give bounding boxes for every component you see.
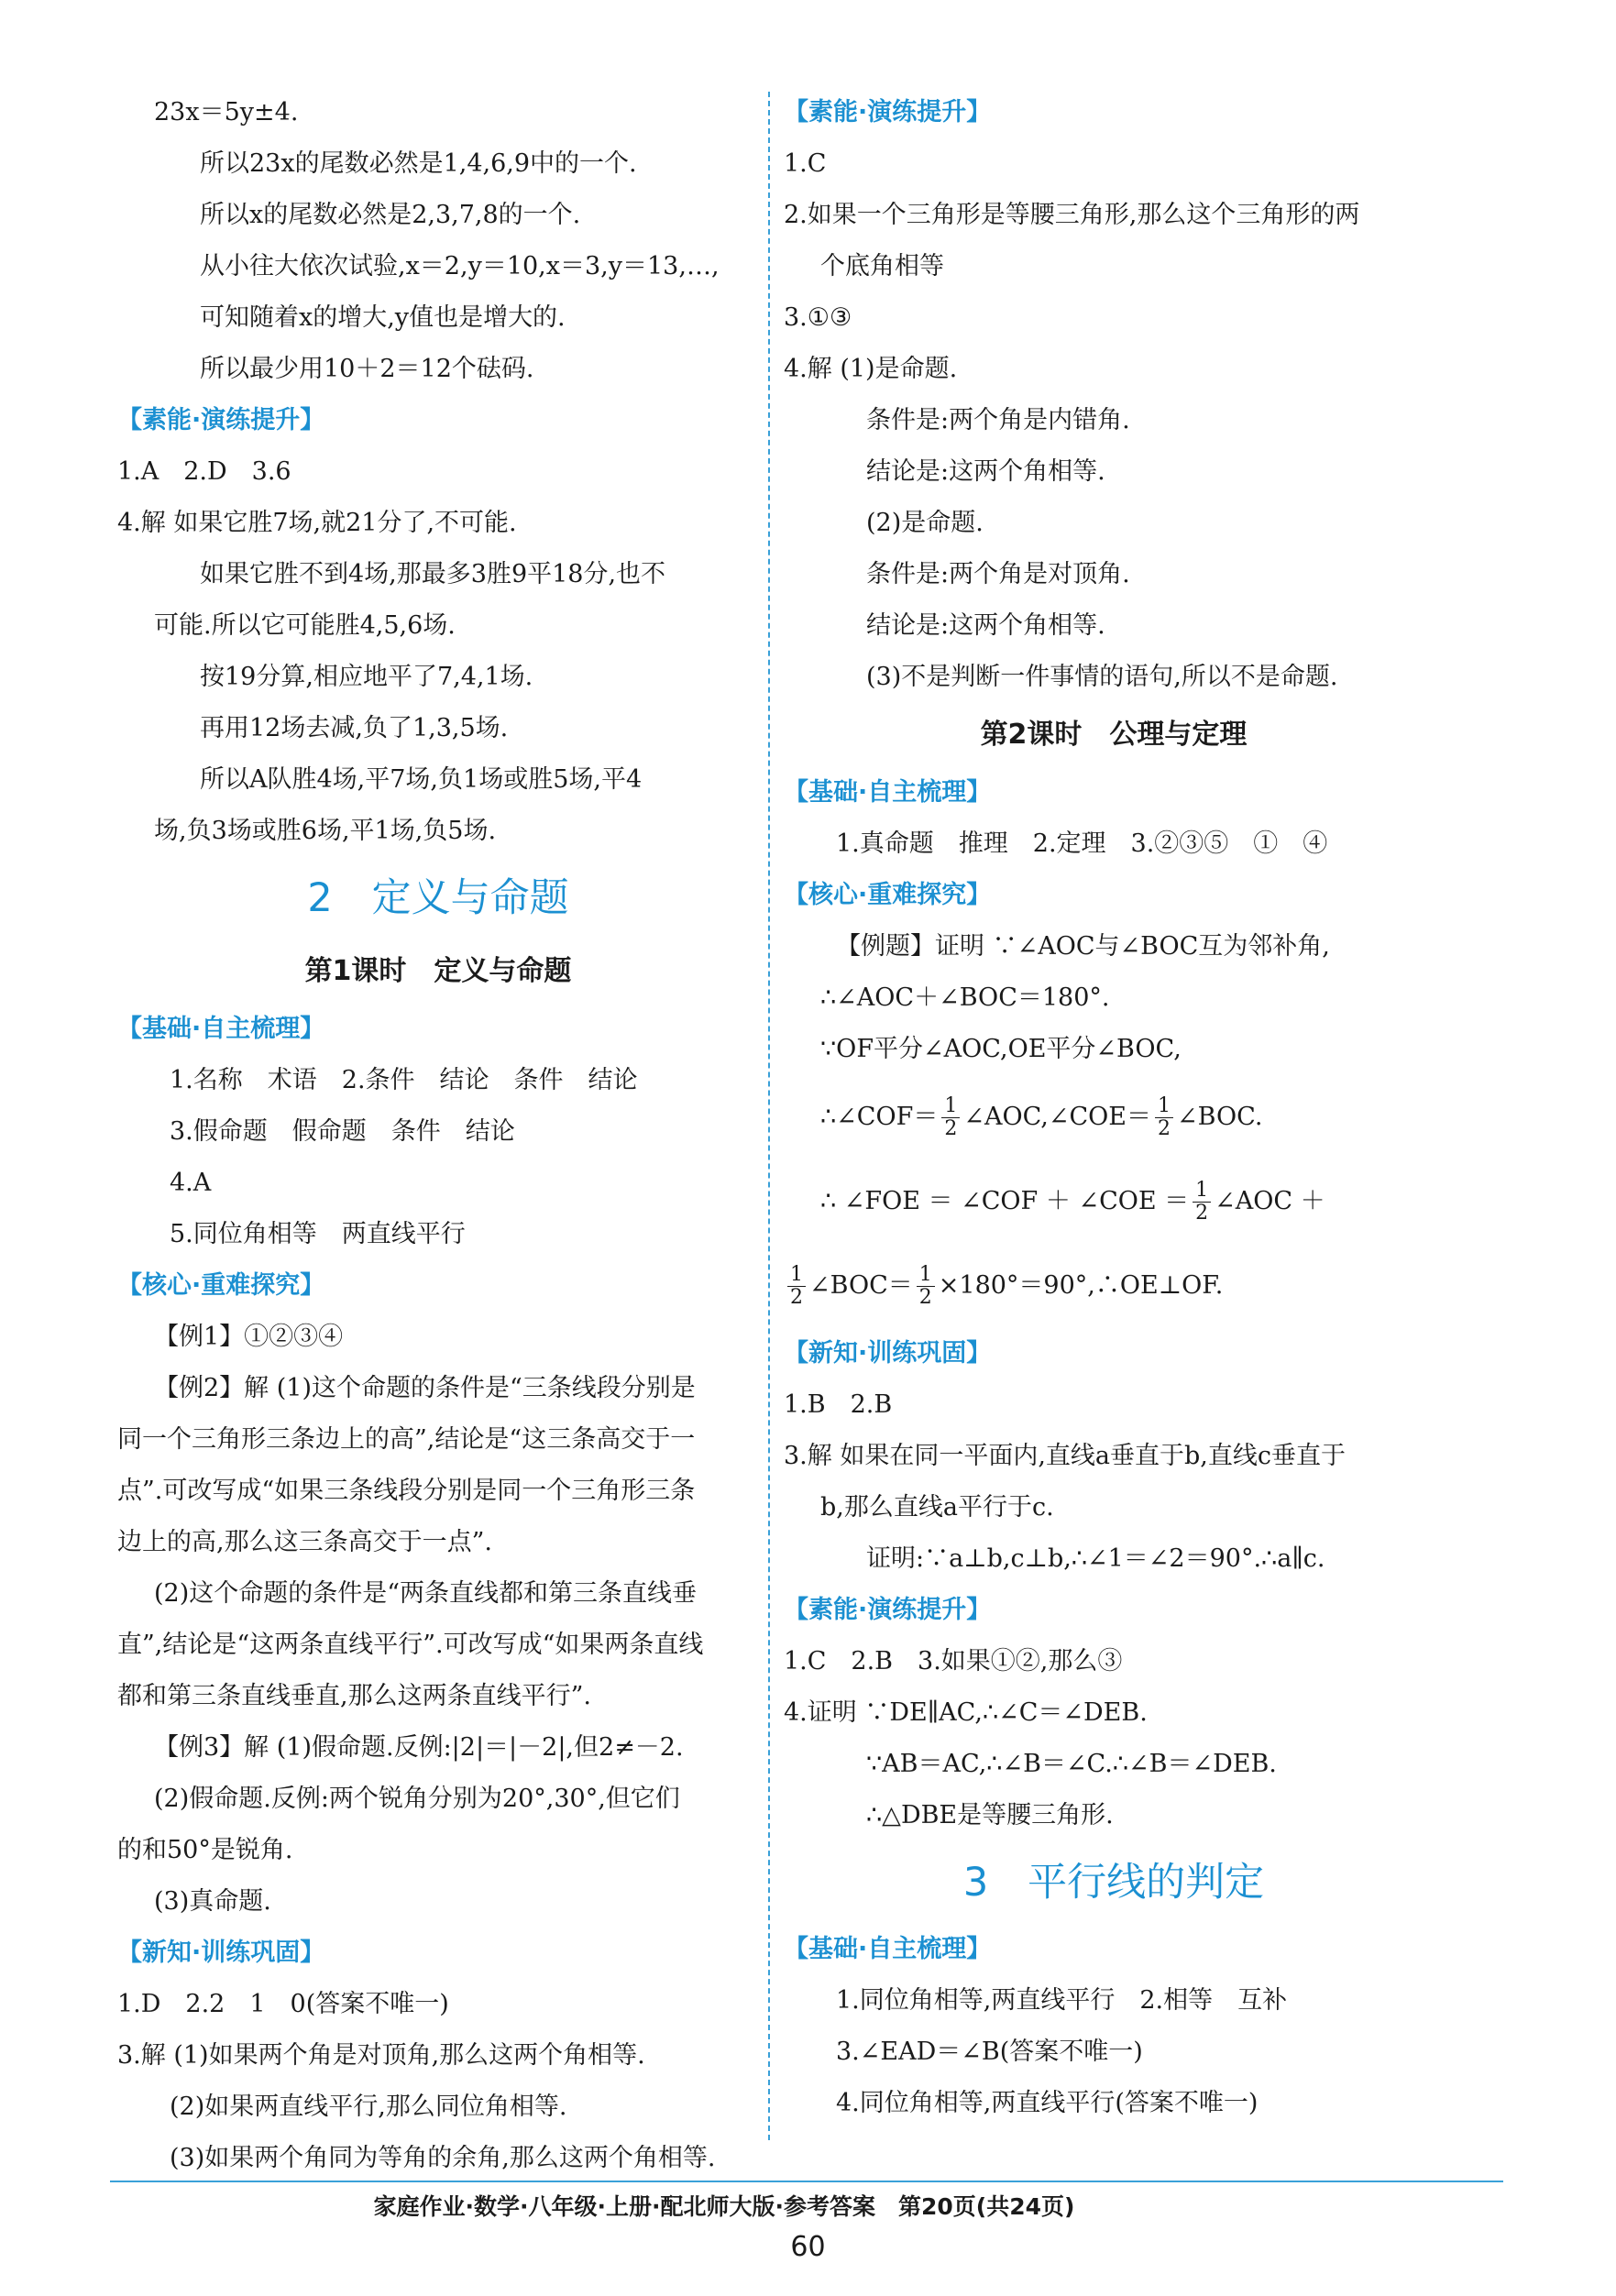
text-line: 2.如果一个三角形是等腰三角形,那么这个三角形的两 [784,201,1360,229]
text-line: 所以A队胜4场,平7场,负1场或胜5场,平4 [200,765,643,794]
text-line: (2)如果两直线平行,那么同位角相等. [170,2093,567,2121]
text-line: 边上的高,那么这三条高交于一点”. [117,1528,492,1556]
fraction-numerator: 1 [917,1264,935,1287]
fraction [1155,1095,1173,1140]
text-line: 1.A 2.D 3.6 [117,457,291,486]
text-line: 从小往大依次试验,x＝2,y＝10,x＝3,y＝13,…, [200,252,720,280]
left-column [117,87,759,2184]
fraction-numerator: 1 [1193,1180,1211,1203]
text-line: 再用12场去减,负了1,3,5场. [200,714,509,742]
text-line: 1.C [784,149,827,178]
section-heading: 【新知·训练巩固】 [117,1939,325,1967]
text-line: 3.解 如果在同一平面内,直线a垂直于b,直线c垂直于 [784,1442,1347,1470]
fraction [917,1264,935,1309]
text-line: 所以23x的尾数必然是1,4,6,9中的一个. [200,149,637,178]
formula-text: ∠BOC. [1177,1103,1263,1131]
column-divider [768,92,770,2140]
text-line: 条件是:两个角是对顶角. [866,560,1130,588]
fraction [941,1095,960,1140]
text-line: 3.假命题 假命题 条件 结论 [170,1117,515,1146]
fraction-numerator: 1 [1155,1095,1173,1118]
formula-text: ∴ ∠FOE ＝ ∠COF ＋ ∠COE ＝ [820,1187,1190,1215]
fraction-numerator: 1 [941,1095,960,1118]
text-line: ∵OF平分∠AOC,OE平分∠BOC, [820,1035,1182,1063]
chapter-title: 3 平行线的判定 [962,1860,1265,1906]
formula-line [784,1244,1444,1328]
text-line: 条件是:两个角是内错角. [866,406,1130,434]
fraction-numerator: 1 [787,1264,806,1287]
text-line: (3)如果两个角同为等角的余角,那么这两个角相等. [170,2144,716,2172]
text-line: 【例题】证明 ∵∠AOC与∠BOC互为邻补角, [836,932,1330,961]
section-heading: 【素能·演练提升】 [784,1596,992,1624]
fraction [1193,1180,1211,1225]
text-line: 1.同位角相等,两直线平行 2.相等 互补 [836,1986,1288,2015]
text-line: ∴△DBE是等腰三角形. [866,1801,1114,1829]
text-line: 按19分算,相应地平了7,4,1场. [200,663,533,691]
text-line: 23x＝5y±4. [154,98,299,126]
footer-rule [110,2181,1503,2182]
text-line: 点”.可改写成“如果三条线段分别是同一个三角形三条 [117,1477,696,1505]
text-line: 都和第三条直线垂直,那么这两条直线平行”. [117,1682,591,1710]
text-line: 可能.所以它可能胜4,5,6场. [154,611,456,640]
fraction-denominator: 2 [918,1286,932,1309]
formula-text: ∠AOC ＋ [1215,1187,1325,1215]
text-line: (2)这个命题的条件是“两条直线都和第三条直线垂 [154,1579,698,1608]
section-heading: 【基础·自主梳理】 [784,1935,992,1963]
section-heading: 【核心·重难探究】 [117,1271,325,1300]
text-line: 4.证明 ∵DE∥AC,∴∠C＝∠DEB. [784,1698,1148,1727]
text-line: 【例3】解 (1)假命题.反例:|2|＝|－2|,但2≠－2. [154,1733,684,1762]
text-line: b,那么直线a平行于c. [820,1493,1054,1522]
text-line: 所以x的尾数必然是2,3,7,8的一个. [200,201,581,229]
fraction-denominator: 2 [944,1117,958,1140]
formula-line [784,1075,1444,1159]
fraction [787,1264,806,1309]
fraction-denominator: 2 [1195,1202,1209,1225]
fraction-denominator: 2 [1158,1117,1171,1140]
text-line: 【例1】①②③④ [154,1323,344,1351]
text-line: 可知随着x的增大,y值也是增大的. [200,303,566,332]
footer-caption: 家庭作业·数学·八年级·上册·配北师大版·参考答案 第20页(共24页) [373,2193,1075,2220]
formula-text: ∴∠COF＝ [820,1103,939,1131]
formula-text: ∠AOC,∠COE＝ [963,1103,1152,1131]
text-line: 同一个三角形三条边上的高”,结论是“这三条高交于一 [117,1425,696,1454]
text-line: 1.C 2.B 3.如果①②,那么③ [784,1647,1123,1675]
text-line: 3.解 (1)如果两个角是对顶角,那么这两个角相等. [117,2041,645,2070]
formula-line [784,1159,1444,1244]
section-heading: 【基础·自主梳理】 [117,1015,325,1043]
section-heading: 【基础·自主梳理】 [784,778,992,807]
fraction-denominator: 2 [790,1286,803,1309]
text-line: 4.解 (1)是命题. [784,355,958,383]
text-line: 3.∠EAD＝∠B(答案不唯一) [836,2038,1143,2066]
text-line: 的和50°是锐角. [117,1836,293,1864]
text-line: 场,负3场或胜6场,平1场,负5场. [154,817,497,845]
text-line: 结论是:这两个角相等. [866,611,1105,640]
lesson-title: 第2课时 公理与定理 [980,719,1248,751]
text-line: 所以最少用10＋2＝12个砝码. [200,355,534,383]
section-heading: 【素能·演练提升】 [117,406,325,434]
text-line: 【例2】解 (1)这个命题的条件是“三条线段分别是 [154,1374,696,1402]
text-line: 个底角相等 [820,252,944,280]
lesson-title: 第1课时 定义与命题 [304,955,572,987]
text-line: 1.真命题 推理 2.定理 3.②③⑤ ① ④ [836,829,1328,858]
text-line: 直”,结论是“这两条直线平行”.可改写成“如果两条直线 [117,1631,704,1659]
text-line: 4.A [170,1169,212,1197]
right-column [784,87,1444,2129]
page-number: 60 [790,2231,826,2263]
text-line: (2)是命题. [866,509,984,537]
text-line: 证明:∵a⊥b,c⊥b,∴∠1＝∠2＝90°.∴a∥c. [866,1544,1325,1573]
text-line: 1.D 2.2 1 0(答案不唯一) [117,1990,449,2018]
text-line: (2)假命题.反例:两个锐角分别为20°,30°,但它们 [154,1785,680,1813]
text-line: 3.①③ [784,303,852,332]
formula-text: ∠BOC＝ [809,1271,913,1300]
chapter-title: 2 定义与命题 [307,875,569,921]
text-line: 5.同位角相等 两直线平行 [170,1220,466,1248]
formula-text: ×180°＝90°,∴OE⊥OF. [938,1271,1224,1300]
text-line: 1.名称 术语 2.条件 结论 条件 结论 [170,1066,638,1094]
text-line: (3)真命题. [154,1887,271,1916]
text-line: 4.同位角相等,两直线平行(答案不唯一) [836,2089,1259,2117]
text-line: 4.解 如果它胜7场,就21分了,不可能. [117,509,517,537]
section-heading: 【素能·演练提升】 [784,98,992,126]
section-heading: 【新知·训练巩固】 [784,1339,992,1368]
text-line: 如果它胜不到4场,那最多3胜9平18分,也不 [200,560,666,588]
text-line: 1.B 2.B [784,1390,893,1419]
text-line: ∴∠AOC＋∠BOC＝180°. [820,983,1110,1012]
text-line: 结论是:这两个角相等. [866,457,1105,486]
section-heading: 【核心·重难探究】 [784,881,992,909]
text-line: (3)不是判断一件事情的语句,所以不是命题. [866,663,1338,691]
text-line: ∵AB＝AC,∴∠B＝∠C.∴∠B＝∠DEB. [866,1750,1277,1778]
